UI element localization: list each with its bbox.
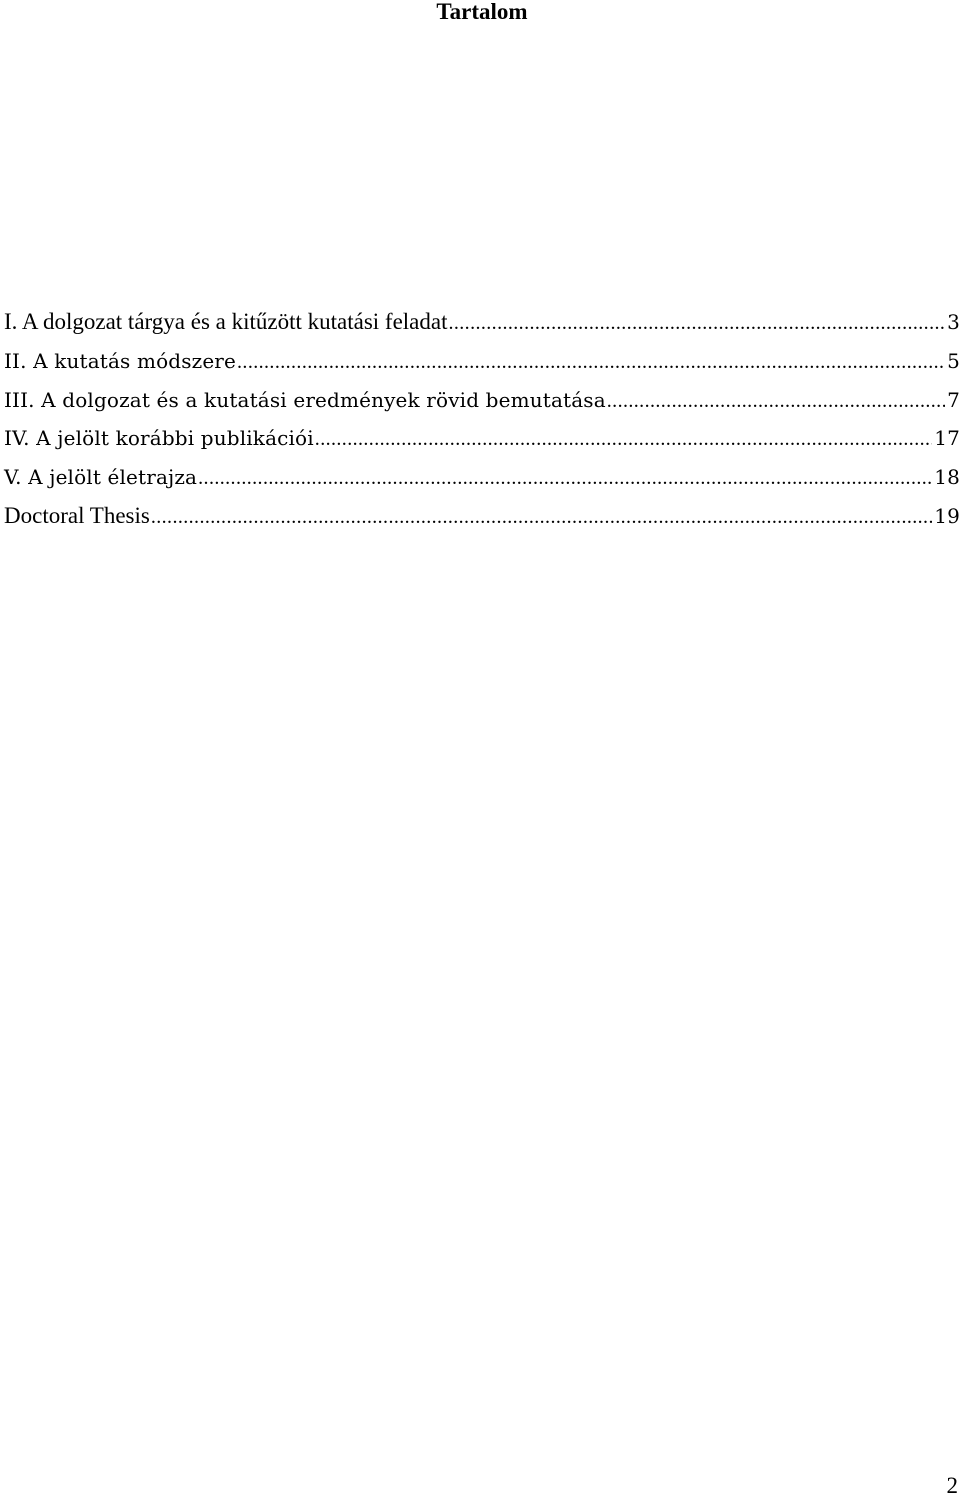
toc-dot-leader: [151, 503, 932, 531]
toc-dot-leader: [315, 425, 932, 453]
toc-entry[interactable]: [4, 502, 960, 538]
table-of-contents: [4, 308, 960, 541]
toc-entry[interactable]: [4, 308, 960, 344]
toc-entry-page: 5: [947, 348, 960, 373]
toc-entry-label: III. A dolgozat és a kutatási eredmények rövid bemutatása: [4, 387, 606, 412]
toc-entry-label: II. A kutatás módszere: [4, 348, 237, 373]
toc-entry-page: 19: [934, 503, 960, 528]
toc-entry[interactable]: [4, 386, 960, 422]
toc-entry-label: I. A dolgozat tárgya és a kitűzött kutatási feladat: [4, 309, 448, 334]
toc-entry-page: 17: [934, 426, 960, 451]
toc-dot-leader: [448, 309, 945, 337]
toc-entry-page: 3: [947, 310, 960, 334]
toc-entry[interactable]: [4, 347, 960, 383]
toc-entry-page: 18: [934, 465, 960, 490]
toc-entry-label: Doctoral Thesis: [4, 502, 150, 528]
toc-entry[interactable]: [4, 424, 960, 460]
toc-entry[interactable]: [4, 463, 960, 499]
toc-dot-leader: [607, 387, 945, 415]
toc-entry-label: V. A jelölt életrajza: [4, 465, 198, 490]
page-number: 2: [946, 1473, 958, 1498]
toc-entry-label: IV. A jelölt korábbi publikációi: [4, 426, 314, 451]
toc-entry-page: 7: [947, 387, 960, 412]
page-title: Tartalom: [436, 0, 528, 24]
toc-dot-leader: [237, 348, 945, 376]
toc-dot-leader: [198, 464, 932, 492]
